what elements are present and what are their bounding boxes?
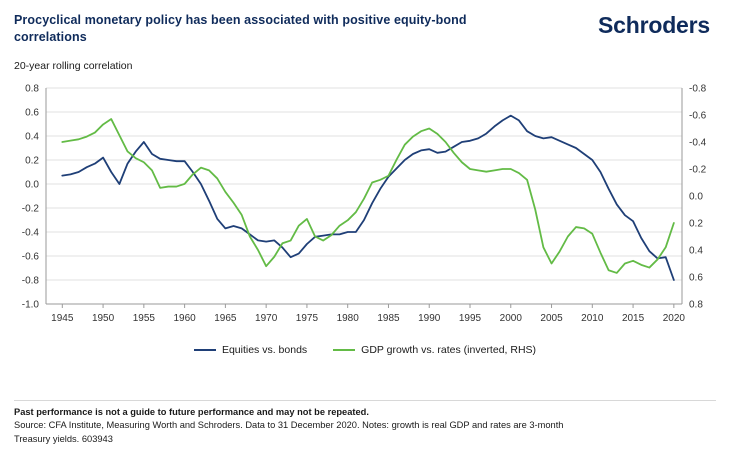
chart-subtitle: 20-year rolling correlation — [14, 59, 133, 72]
svg-text:1960: 1960 — [173, 312, 196, 324]
svg-text:1970: 1970 — [255, 312, 278, 324]
svg-text:1950: 1950 — [91, 312, 115, 324]
footnote-divider — [14, 400, 716, 401]
svg-text:-1.0: -1.0 — [21, 299, 39, 311]
svg-text:1965: 1965 — [214, 312, 237, 324]
svg-text:1955: 1955 — [132, 312, 155, 324]
svg-text:1980: 1980 — [336, 312, 359, 324]
correlation-line-chart — [0, 78, 730, 350]
svg-text:2005: 2005 — [540, 312, 563, 324]
svg-text:1985: 1985 — [377, 312, 400, 324]
svg-text:1990: 1990 — [418, 312, 441, 324]
footnote-source-line-2: Treasury yields. 603943 — [14, 433, 113, 444]
footnote-source-line-1: Source: CFA Institute, Measuring Worth and Schroders. Data to 31 December 2020. Notes: growth is real GDP and rates are 3-month — [14, 420, 564, 431]
svg-text:1995: 1995 — [458, 312, 482, 324]
svg-text:-0.6: -0.6 — [689, 110, 707, 122]
legend-label-gdp-rates: GDP growth vs. rates (inverted, RHS) — [361, 343, 537, 356]
chart-header — [0, 0, 730, 46]
page-title: Procyclical monetary policy has been associated with positive equity-bond correlations — [14, 13, 467, 44]
legend-label-equities-bonds: Equities vs. bonds — [221, 343, 308, 356]
svg-text:-0.6: -0.6 — [21, 251, 39, 263]
svg-text:0.2: 0.2 — [689, 218, 703, 230]
svg-text:2015: 2015 — [621, 312, 645, 324]
svg-text:0.4: 0.4 — [25, 131, 39, 143]
svg-text:0.4: 0.4 — [689, 245, 703, 257]
chart-area — [0, 78, 730, 350]
svg-text:2000: 2000 — [499, 312, 522, 324]
footnote-disclaimer: Past performance is not a guide to future performance and may not be repeated. — [14, 406, 369, 417]
svg-text:-0.8: -0.8 — [689, 83, 707, 95]
svg-text:2020: 2020 — [662, 312, 685, 324]
svg-text:0.0: 0.0 — [689, 191, 703, 203]
svg-text:0.6: 0.6 — [25, 107, 39, 119]
svg-text:1945: 1945 — [51, 312, 74, 324]
svg-text:-0.8: -0.8 — [21, 275, 39, 287]
svg-text:-0.4: -0.4 — [21, 227, 39, 239]
svg-text:1975: 1975 — [295, 312, 319, 324]
svg-text:-0.4: -0.4 — [689, 137, 707, 149]
svg-text:0.6: 0.6 — [689, 272, 703, 284]
svg-text:0.8: 0.8 — [25, 83, 39, 95]
svg-text:0.2: 0.2 — [25, 155, 39, 167]
svg-text:2010: 2010 — [581, 312, 604, 324]
chart-footnote — [14, 400, 716, 446]
svg-text:-0.2: -0.2 — [21, 203, 39, 215]
svg-text:0.0: 0.0 — [25, 179, 39, 191]
svg-text:-0.2: -0.2 — [689, 164, 707, 176]
svg-text:0.8: 0.8 — [689, 299, 703, 311]
schroders-logo: Schroders — [598, 12, 710, 38]
